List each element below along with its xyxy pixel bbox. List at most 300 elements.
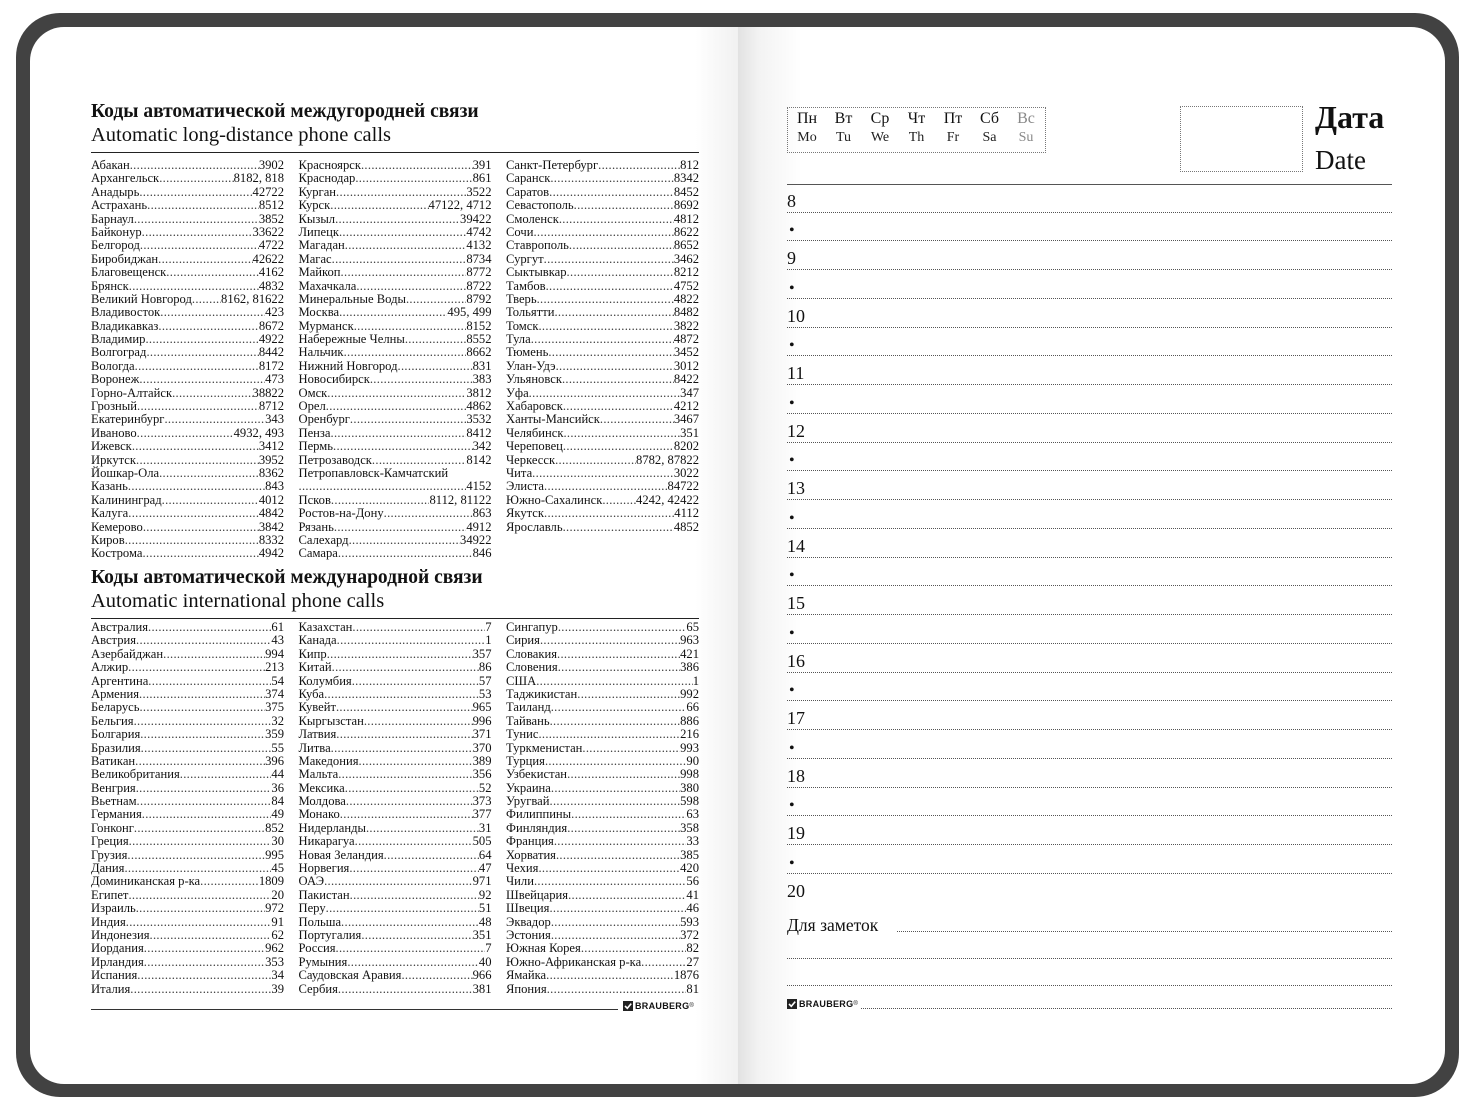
city-row	[299, 333, 492, 346]
half-hour-slot[interactable]	[787, 845, 1392, 874]
dot-leader	[192, 293, 221, 306]
dot-leader	[538, 862, 680, 875]
dot-leader	[544, 253, 674, 266]
country-row	[91, 634, 284, 647]
country-row	[506, 849, 699, 862]
dot-leader	[326, 400, 467, 413]
half-hour-bullet: •	[789, 854, 795, 872]
country-column	[299, 621, 492, 996]
city-name: Пермь	[298, 439, 334, 454]
dot-leader	[567, 768, 680, 781]
weekday-th[interactable]	[900, 109, 934, 147]
city-code: 4722	[258, 238, 284, 253]
hour-slot[interactable]	[787, 759, 1392, 788]
dot-leader	[158, 320, 258, 333]
dot-leader	[582, 742, 680, 755]
dot-leader	[134, 213, 259, 226]
dot-leader	[349, 862, 479, 875]
city-code: 3022	[673, 465, 699, 480]
country-name: Бельгия	[91, 713, 134, 728]
city-row	[506, 440, 699, 453]
city-code: 8342	[673, 171, 699, 186]
half-hour-slot[interactable]	[787, 213, 1392, 242]
dot-leader	[352, 621, 485, 634]
city-name: Благовещенск	[91, 265, 167, 280]
country-row	[506, 688, 699, 701]
city-code: 8202	[673, 439, 699, 454]
city-code: 4752	[673, 278, 699, 293]
dot-leader	[356, 280, 466, 293]
country-code: 90	[686, 753, 699, 768]
international-title-en: Automatic international phone calls	[91, 590, 385, 612]
notes-line[interactable]	[897, 931, 1392, 932]
country-name: Тайвань	[506, 713, 550, 728]
country-row	[506, 902, 699, 915]
country-row	[91, 862, 284, 875]
city-name: Ставрополь	[506, 238, 569, 253]
half-hour-slot[interactable]	[787, 270, 1392, 299]
country-code: 381	[472, 981, 492, 996]
city-code: 8452	[673, 184, 699, 199]
country-name: Швеция	[506, 901, 550, 916]
country-row	[506, 768, 699, 781]
dot-leader	[406, 293, 466, 306]
half-hour-slot[interactable]	[787, 443, 1392, 472]
city-name: Кызыл	[298, 211, 336, 226]
half-hour-slot[interactable]	[787, 328, 1392, 357]
country-row	[299, 715, 492, 728]
half-hour-slot[interactable]	[787, 500, 1392, 529]
hour-slot[interactable]	[787, 702, 1392, 731]
dot-leader	[361, 159, 473, 172]
hour-label: 8	[787, 190, 796, 211]
country-code: 396	[265, 753, 284, 768]
city-code: 42722	[252, 184, 284, 199]
city-code: 39422	[460, 211, 492, 226]
country-row	[506, 835, 699, 848]
dot-leader	[548, 346, 673, 359]
city-row	[299, 172, 492, 185]
country-name: Армения	[91, 686, 140, 701]
weekday-tu[interactable]	[827, 109, 861, 147]
city-name: Якутск	[506, 506, 545, 521]
dot-leader	[551, 916, 680, 929]
country-name: Ирландия	[91, 954, 144, 969]
city-code: 4742	[466, 224, 492, 239]
country-row	[299, 929, 492, 942]
city-row	[506, 467, 699, 480]
city-name: Санкт-Петербург	[506, 158, 599, 172]
half-hour-bullet: •	[789, 567, 795, 585]
city-name: Липецк	[298, 224, 339, 239]
dot-leader	[551, 701, 687, 714]
dot-leader	[136, 902, 265, 915]
hour-slot[interactable]	[787, 817, 1392, 846]
country-code: 372	[680, 927, 699, 942]
country-row	[91, 648, 284, 661]
hour-slot[interactable]	[787, 184, 1392, 213]
country-name: Туркменистан	[506, 740, 583, 755]
hour-label: 15	[787, 593, 805, 614]
dot-leader	[545, 755, 686, 768]
dot-leader	[551, 929, 680, 942]
city-row	[91, 239, 284, 252]
city-name: Рязань	[298, 519, 334, 534]
country-code: 63	[686, 807, 699, 822]
city-row	[299, 266, 492, 279]
city-code: 4922	[258, 332, 284, 347]
country-code: 1	[692, 673, 699, 688]
country-row	[91, 822, 284, 835]
country-code: 962	[265, 941, 284, 956]
city-code: 38822	[252, 385, 284, 400]
city-name: Казань	[91, 479, 128, 494]
country-name: Доминиканская р-ка	[91, 874, 201, 889]
hour-slot[interactable]	[787, 644, 1392, 673]
city-row	[299, 280, 492, 293]
dot-leader	[339, 306, 447, 319]
notes-line[interactable]	[861, 1008, 1392, 1009]
dot-leader	[124, 862, 271, 875]
city-row	[91, 306, 284, 319]
dot-leader	[540, 634, 680, 647]
dot-leader	[136, 454, 259, 467]
city-code: 831	[472, 358, 492, 373]
city-row	[299, 239, 492, 252]
country-name: Израиль	[91, 901, 136, 916]
hour-slot[interactable]	[787, 299, 1392, 328]
country-code: 380	[680, 780, 699, 795]
hour-label: 10	[787, 305, 805, 326]
country-row	[91, 902, 284, 915]
city-name: Биробиджан	[91, 251, 159, 266]
dot-leader	[139, 688, 265, 701]
half-hour-bullet: •	[789, 797, 795, 815]
country-code: 965	[472, 700, 492, 715]
country-row	[91, 808, 284, 821]
country-code: 374	[265, 686, 284, 701]
city-code: 3452	[673, 345, 699, 360]
notes-line[interactable]	[787, 958, 1392, 959]
country-row	[91, 742, 284, 755]
country-name: Словения	[506, 660, 558, 675]
title-rule	[91, 618, 699, 619]
city-row	[506, 373, 699, 386]
dot-leader	[334, 521, 466, 534]
country-row	[506, 942, 699, 955]
dot-leader	[577, 688, 680, 701]
country-code: 593	[680, 914, 699, 929]
dot-leader	[598, 159, 680, 172]
country-code: 45	[271, 861, 284, 876]
city-name: Иркутск	[91, 452, 136, 467]
city-name: Магас	[298, 251, 332, 266]
country-code: 351	[472, 927, 492, 942]
long-distance-title-ru: Коды автоматической междугородней связи	[91, 101, 479, 122]
country-row	[91, 983, 284, 996]
country-row	[91, 715, 284, 728]
date-field[interactable]	[1180, 106, 1303, 172]
city-name: Нижний Новгород	[298, 358, 398, 373]
hour-slot[interactable]	[787, 357, 1392, 386]
country-code: 52	[478, 780, 492, 795]
city-row	[299, 387, 492, 400]
hour-label: 13	[787, 478, 805, 499]
city-name: Курск	[298, 198, 331, 213]
dot-leader	[556, 360, 674, 373]
dot-leader	[556, 849, 680, 862]
city-row	[506, 280, 699, 293]
international-title-ru: Коды автоматической международной связи	[91, 567, 483, 588]
dot-leader	[340, 808, 473, 821]
country-name: Хорватия	[506, 847, 556, 862]
country-code: 505	[472, 834, 492, 849]
country-name: Таиланд	[506, 700, 551, 715]
city-code: 8782, 87822	[636, 452, 699, 467]
country-row	[299, 648, 492, 661]
date-label-ru: Дата	[1315, 99, 1385, 135]
city-name: Владикавказ	[91, 318, 159, 333]
country-name: Венгрия	[91, 780, 136, 795]
city-name: Петрозаводск	[298, 452, 372, 467]
country-row	[91, 916, 284, 929]
country-name: Южная Корея	[506, 941, 581, 956]
dot-leader	[555, 454, 636, 467]
hour-slot[interactable]	[787, 587, 1392, 616]
city-row	[91, 320, 284, 333]
city-row	[91, 172, 284, 185]
dot-leader	[550, 795, 681, 808]
city-row	[91, 413, 284, 426]
half-hour-slot[interactable]	[787, 385, 1392, 414]
city-name: Петропавловск-Камчатский	[298, 465, 449, 480]
weekday-mo[interactable]	[790, 109, 824, 147]
half-hour-slot[interactable]	[787, 558, 1392, 587]
country-row	[506, 728, 699, 741]
country-name: Австралия	[91, 620, 149, 634]
country-name: Латвия	[298, 727, 337, 742]
country-name: Мексика	[298, 780, 345, 795]
dot-leader	[332, 661, 479, 674]
city-code: 42622	[252, 251, 284, 266]
country-row	[299, 849, 492, 862]
dot-leader	[558, 621, 687, 634]
dot-leader	[163, 648, 265, 661]
country-row	[506, 808, 699, 821]
weekday-label-ru: Сб	[979, 110, 999, 127]
city-row	[299, 400, 492, 413]
city-row	[299, 480, 492, 493]
country-code: 20	[271, 887, 284, 902]
dot-leader	[554, 306, 673, 319]
half-hour-slot[interactable]	[787, 615, 1392, 644]
country-name: Литва	[298, 740, 331, 755]
city-name: Кемерово	[91, 519, 143, 534]
hour-slot[interactable]	[787, 242, 1392, 271]
city-code: 8772	[466, 265, 492, 280]
dot-leader	[370, 373, 473, 386]
dot-leader	[345, 239, 467, 252]
city-code: 8692	[673, 198, 699, 213]
dot-leader	[125, 534, 259, 547]
country-row	[506, 661, 699, 674]
dot-leader	[600, 413, 674, 426]
country-name: Турция	[506, 753, 545, 768]
country-name: Таджикистан	[506, 686, 578, 701]
city-name: Череповец	[506, 439, 563, 454]
city-code: 3467	[673, 412, 699, 427]
half-hour-bullet: •	[789, 337, 795, 355]
city-row	[506, 360, 699, 373]
city-code: 3012	[673, 358, 699, 373]
hour-slot[interactable]	[787, 472, 1392, 501]
city-name: Краснодар	[298, 171, 356, 186]
city-name: Анадырь	[91, 184, 140, 199]
city-name: Йошкар-Ола	[91, 465, 160, 480]
half-hour-slot[interactable]	[787, 788, 1392, 817]
country-code: 86	[478, 660, 492, 675]
country-name: Алжир	[91, 660, 129, 675]
city-code: 4812	[673, 211, 699, 226]
dot-leader	[129, 835, 272, 848]
dot-leader	[141, 742, 272, 755]
country-row	[91, 929, 284, 942]
weekday-sa[interactable]	[973, 109, 1007, 147]
city-name: Екатеринбург	[91, 412, 165, 427]
country-code: 43	[271, 633, 284, 648]
country-code: 47	[478, 861, 492, 876]
dot-leader	[563, 440, 674, 453]
half-hour-slot[interactable]	[787, 673, 1392, 702]
dot-leader	[569, 239, 674, 252]
city-code: 8142	[466, 452, 492, 467]
city-row	[299, 467, 492, 480]
dot-leader	[200, 875, 259, 888]
city-name: Ульяновск	[506, 372, 562, 387]
city-name: Ижевск	[91, 439, 132, 454]
dot-leader	[180, 768, 272, 781]
city-row	[91, 333, 284, 346]
city-name: Магадан	[298, 238, 345, 253]
country-name: Италия	[91, 981, 131, 996]
city-code: 8442	[258, 345, 284, 360]
city-name: Сочи	[506, 224, 534, 239]
country-name: Сингапур	[506, 620, 558, 634]
dot-leader	[401, 969, 472, 982]
city-code: 8734	[466, 251, 492, 266]
weekday-label-ru: Вт	[834, 110, 853, 127]
dot-leader	[557, 648, 680, 661]
dot-leader	[531, 333, 674, 346]
city-code: 4932, 493	[233, 425, 284, 440]
dot-leader	[139, 373, 265, 386]
city-row	[506, 213, 699, 226]
country-row	[91, 675, 284, 688]
dot-leader	[350, 889, 479, 902]
dot-leader	[568, 889, 686, 902]
dot-leader	[128, 889, 271, 902]
city-code: 3412	[258, 439, 284, 454]
dot-leader	[336, 942, 486, 955]
dot-leader	[140, 239, 259, 252]
city-name: Тверь	[506, 291, 537, 306]
city-row	[506, 253, 699, 266]
dot-leader	[158, 253, 252, 266]
city-row	[299, 226, 492, 239]
city-code: 4832	[258, 278, 284, 293]
dot-leader	[130, 983, 271, 996]
dot-leader	[162, 494, 259, 507]
city-code: 383	[472, 372, 492, 387]
country-name: Узбекистан	[506, 767, 568, 782]
city-code: 4242, 42422	[636, 492, 699, 507]
city-row	[299, 213, 492, 226]
country-row	[299, 755, 492, 768]
half-hour-slot[interactable]	[787, 730, 1392, 759]
notes-line[interactable]	[787, 985, 1392, 986]
city-code: 4842	[258, 506, 284, 521]
country-code: 998	[680, 767, 699, 782]
country-name: Филиппины	[506, 807, 572, 822]
dot-leader	[128, 480, 265, 493]
dot-leader	[145, 333, 258, 346]
dot-leader	[332, 253, 467, 266]
city-name: Тула	[506, 332, 531, 347]
city-name: Черкесск	[506, 452, 556, 467]
hour-slot[interactable]	[787, 529, 1392, 558]
dot-leader	[137, 795, 272, 808]
city-name: Самара	[298, 546, 338, 561]
dot-leader	[533, 226, 673, 239]
dot-leader	[364, 715, 473, 728]
city-name: Орел	[298, 399, 326, 414]
city-row	[91, 360, 284, 373]
country-name: Испания	[91, 968, 138, 983]
country-name: Никарагуа	[298, 834, 355, 849]
weekday-su[interactable]	[1009, 109, 1043, 147]
city-code: 84722	[667, 479, 699, 494]
country-code: 66	[686, 700, 699, 715]
dot-leader	[327, 648, 473, 661]
dot-leader	[166, 266, 259, 279]
dot-leader	[529, 387, 680, 400]
country-row	[91, 889, 284, 902]
city-name: Воронеж	[91, 372, 140, 387]
weekday-label-en: We	[870, 130, 890, 145]
city-code: 343	[265, 412, 284, 427]
city-name: Набережные Челны	[298, 332, 405, 347]
country-row	[91, 795, 284, 808]
weekday-we[interactable]	[863, 109, 897, 147]
country-row	[506, 862, 699, 875]
country-code: 56	[686, 874, 699, 889]
country-code: 81	[686, 981, 699, 996]
weekday-fr[interactable]	[936, 109, 970, 147]
dot-leader	[344, 346, 467, 359]
city-code: 3902	[258, 158, 284, 172]
weekday-label-ru: Ср	[870, 110, 890, 127]
city-code: 34922	[460, 532, 492, 547]
dot-leader	[299, 480, 467, 493]
hour-slot[interactable]	[787, 874, 1392, 903]
country-code: 213	[265, 660, 284, 675]
hour-slot[interactable]	[787, 414, 1392, 443]
dot-leader	[324, 875, 473, 888]
country-code: 375	[265, 700, 284, 715]
city-code: 4012	[258, 492, 284, 507]
country-name: Сербия	[298, 981, 338, 996]
city-row	[91, 159, 284, 172]
